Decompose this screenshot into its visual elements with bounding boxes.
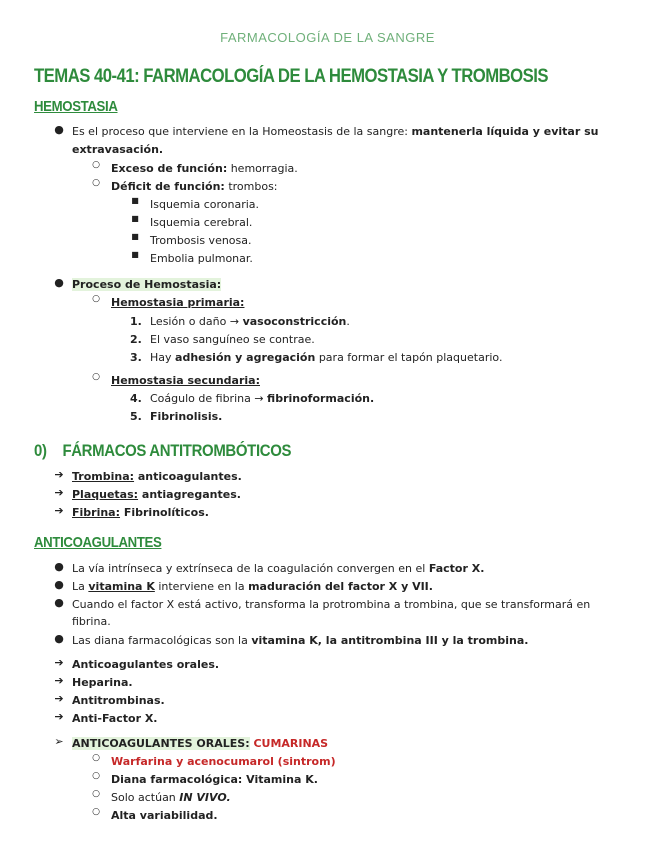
square-bullet: ■ (131, 250, 139, 259)
anticoag-type: Anticoagulantes orales. (72, 658, 220, 671)
anticoag-bullet-2: La vitamina K interviene en la maduración del factor X y VII. (72, 580, 433, 593)
anticoag-bullet-4: Las diana farmacológicas son la vitamina K, la antitrombina III y la trombina. (72, 634, 529, 647)
primaria-step-1: Lesión o daño → vasoconstricción. (150, 315, 350, 328)
secundaria-step-5: Fibrinolisis. (150, 410, 223, 423)
diana-item: Diana farmacológica: Vitamina K. (111, 773, 318, 786)
bullet-dot: ● (54, 596, 64, 609)
primaria-step-2: El vaso sanguíneo se contrae. (150, 333, 315, 346)
anticoag-type: Antitrombinas. (72, 694, 165, 707)
square-bullet: ■ (131, 232, 139, 241)
arrow-bullet: ➔ (54, 692, 64, 705)
trombo-item: Embolia pulmonar. (150, 252, 253, 265)
farmaco-item: Plaquetas: antiagregantes. (72, 488, 241, 501)
section-heading-farmacos: 0) FÁRMACOS ANTITROMBÓTICOS (34, 441, 292, 460)
anticoag-bullet-1: La vía intrínseca y extrínseca de la coagulación convergen en el Factor X. (72, 562, 485, 575)
secundaria-step-4: Coágulo de fibrina → fibrinoformación. (150, 392, 375, 405)
hemostasia-definition-line-2: extravasación. (72, 143, 164, 156)
variabilidad-item: Alta variabilidad. (111, 809, 218, 822)
deficit-funcion: Déficit de función: trombos: (111, 180, 278, 193)
page-title: TEMAS 40-41: FARMACOLOGÍA DE LA HEMOSTASIA Y TROMBOSIS (34, 66, 549, 87)
anticoag-type: Anti-Factor X. (72, 712, 158, 725)
step-number: 4. (130, 392, 142, 405)
hemostasia-secundaria: Hemostasia secundaria: (111, 374, 260, 387)
arrow-bullet: ➔ (54, 504, 64, 517)
bullet-dot: ● (54, 560, 64, 573)
farmaco-item: Fibrina: Fibrinolíticos. (72, 506, 209, 519)
section-heading-anticoagulantes: ANTICOAGULANTES (34, 534, 162, 551)
exceso-funcion: Exceso de función: hemorragia. (111, 162, 298, 175)
circle-bullet: ○ (92, 294, 100, 304)
circle-bullet: ○ (92, 807, 100, 817)
square-bullet: ■ (131, 214, 139, 223)
step-number: 3. (130, 351, 142, 364)
arrow-bullet: ➔ (54, 710, 64, 723)
trombo-item: Isquemia cerebral. (150, 216, 253, 229)
circle-bullet: ○ (92, 771, 100, 781)
bullet-dot: ● (54, 632, 64, 645)
arrow-bullet: ➔ (54, 486, 64, 499)
square-bullet: ■ (131, 196, 139, 205)
anticoag-type: Heparina. (72, 676, 133, 689)
bullet-dot: ● (54, 123, 64, 136)
arrow-bullet: ➔ (54, 656, 64, 669)
anticoag-orales-heading: ANTICOAGULANTES ORALES: CUMARINAS (72, 737, 329, 750)
circle-bullet: ○ (92, 753, 100, 763)
section-heading-hemostasia: HEMOSTASIA (34, 98, 118, 115)
circle-bullet: ○ (92, 789, 100, 799)
circle-bullet: ○ (92, 372, 100, 382)
circle-bullet: ○ (92, 160, 100, 170)
anticoag-bullet-3: Cuando el factor X está activo, transforma la protrombina a trombina, que se transformará en fibrina. (72, 598, 591, 628)
step-number: 1. (130, 315, 142, 328)
primaria-step-3: Hay adhesión y agregación para formar el tapón plaquetario. (150, 351, 503, 364)
proceso-hemostasia: Proceso de Hemostasia: (72, 278, 222, 291)
warfarina-item: Warfarina y acenocumarol (sintrom) (111, 755, 336, 768)
page-header: FARMACOLOGÍA DE LA SANGRE (220, 30, 435, 45)
hemostasia-definition-line-1: Es el proceso que interviene en la Homeostasis de la sangre: mantenerla líquida y evitar su (72, 125, 599, 138)
trombo-item: Trombosis venosa. (150, 234, 252, 247)
step-number: 2. (130, 333, 142, 346)
arrow-bullet: ➔ (54, 674, 64, 687)
step-number: 5. (130, 410, 142, 423)
bullet-dot: ● (54, 276, 64, 289)
arrowhead-bullet: ➢ (54, 735, 64, 748)
arrow-bullet: ➔ (54, 468, 64, 481)
circle-bullet: ○ (92, 178, 100, 188)
trombo-item: Isquemia coronaria. (150, 198, 260, 211)
bullet-dot: ● (54, 578, 64, 591)
in-vivo-item: Solo actúan IN VIVO. (111, 791, 231, 804)
hemostasia-primaria: Hemostasia primaria: (111, 296, 245, 309)
farmaco-item: Trombina: anticoagulantes. (72, 470, 242, 483)
